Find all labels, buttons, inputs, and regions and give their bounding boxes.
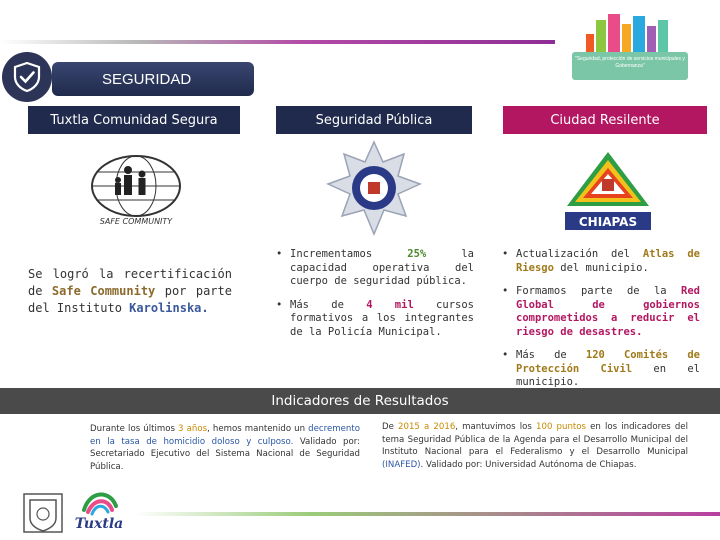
results-header: Indicadores de Resultados xyxy=(0,388,720,414)
tuxtla-logo xyxy=(70,484,128,538)
list-item: • Más de 4 mil cursos formativos a los integrantes de la Policía Municipal. xyxy=(276,299,474,340)
seguridad-publica-bullets xyxy=(276,248,474,349)
list-item: • Incrementamos 25% la capacidad operativa del cuerpo de seguridad pública. xyxy=(276,248,474,289)
footer-divider xyxy=(134,512,720,516)
result-homicide-text: Durante los últimos 3 años, hemos mantenido un decremento en la tasa de homicidio doloso y culposo. Validado por: Secretariado Ejecutivo del Sistema Nacional de Seguridad Pública. xyxy=(90,424,361,472)
chiapas-logo-text: CHIAPAS xyxy=(578,215,638,229)
municipal-crest-icon xyxy=(20,488,66,536)
list-item: • Más de 120 Comités de Protección Civil en el municipio. xyxy=(502,349,700,390)
logo-banner: "Seguridad, protección de servicios municipales y Gobernanza" xyxy=(572,52,688,80)
ciudad-resilente-bullets xyxy=(502,248,700,400)
column-header-ciudad-resilente: Ciudad Resilente xyxy=(503,106,707,134)
column-header-seguridad-publica: Seguridad Pública xyxy=(276,106,472,134)
list-item: • Actualización del Atlas de Riesgo del municipio. xyxy=(502,248,700,275)
top-divider xyxy=(0,40,555,44)
column-header-comunidad-segura: Tuxtla Comunidad Segura xyxy=(28,106,240,134)
safe-community-logo-text: SAFE COMMUNITY xyxy=(99,217,173,226)
safe-community-text: Se logró la recertificación de Safe Community por parte del Instituto Karolinska. xyxy=(28,267,232,315)
safe-community-logo xyxy=(66,150,206,230)
tuxtla-logo-text: Tuxtla xyxy=(74,516,124,532)
police-badge-logo xyxy=(326,140,422,236)
section-title: SEGURIDAD xyxy=(52,62,254,96)
result-inafed-text: De 2015 a 2016, mantuvimos los 100 puntos en los indicadores del tema Seguridad Pública de la Agenda para el Desarrollo Municipal del Instituto Nacional para el Federalismo y el Desarrollo Municipal (INAFED). Validado por: Universidad Autónoma de Chiapas. xyxy=(382,422,688,470)
shield-check-icon xyxy=(2,52,52,102)
list-item: • Formamos parte de la Red Global de gobiernos comprometidos a reducir el riesgo de desastres. xyxy=(502,285,700,339)
proteccion-civil-logo xyxy=(561,148,655,234)
